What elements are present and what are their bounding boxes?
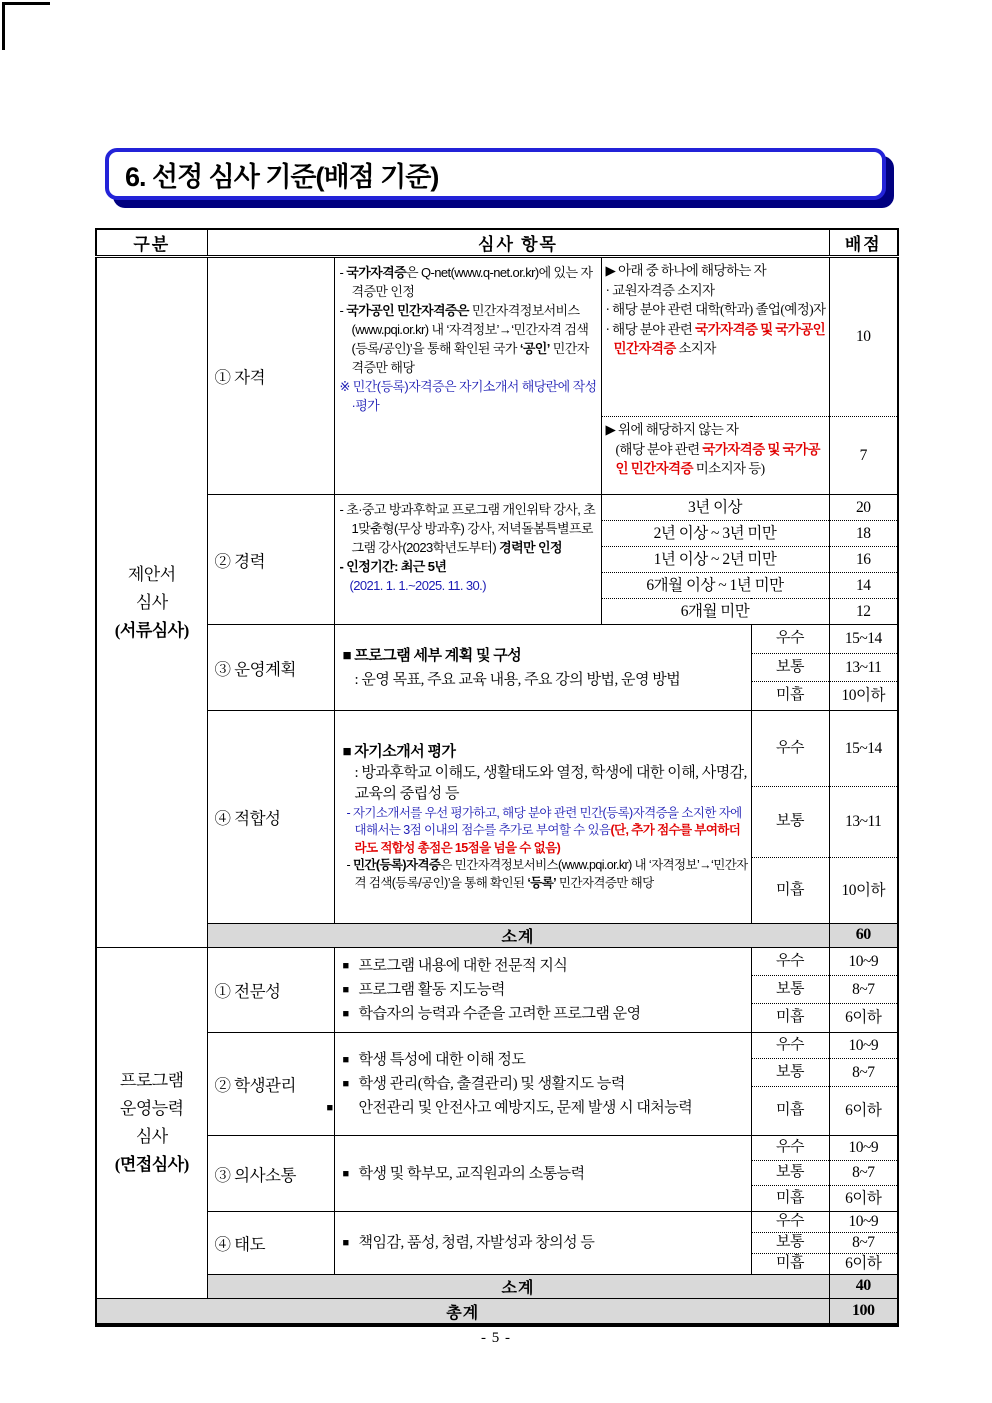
total-points: 100: [829, 1299, 898, 1326]
category-line: 프로그램: [119, 1071, 184, 1090]
total-row: [96, 1299, 898, 1326]
points-cell: 8~7: [829, 1233, 898, 1254]
detail-line: - 국가공인 민간자격증은 민간자격정보서비스(www.pqi.or.kr) 내 ‘자격정보’→‘민간자격 검색(등록/공인)’을 통해 확인된 국가 ‘공인’ 민간자격증만 해당: [339, 303, 589, 375]
square-bullet-icon: ■: [326, 1102, 333, 1114]
subtotal-row: [96, 924, 898, 948]
qualification-case2-cell: [601, 417, 829, 495]
points-cell: 8~7: [829, 1059, 898, 1087]
section2-category-cell: [96, 948, 207, 1299]
grade-cell: 보통: [751, 1059, 829, 1087]
points-cell: 15~14: [829, 711, 898, 787]
range-cell: 6개월 미만: [601, 599, 829, 625]
points-cell: 10~9: [829, 1033, 898, 1059]
case-head: ▶ 아래 중 하나에 해당하는 자: [605, 263, 767, 278]
grade-cell: 보통: [751, 1161, 829, 1186]
square-bullet-icon: ■: [342, 984, 349, 996]
management-detail-cell: [326, 1033, 751, 1136]
plan-detail-cell: [334, 625, 751, 711]
table-row: [96, 1033, 898, 1059]
grade-cell: 미흡: [751, 1087, 829, 1136]
item-label-qualification: ① 자격: [207, 257, 334, 495]
communication-detail-cell: [334, 1136, 751, 1212]
fit-detail-cell: [334, 711, 751, 924]
section-title-box: [105, 148, 886, 200]
case-item: · 해당 분야 관련 대학(학과) 졸업(예정)자: [605, 302, 826, 317]
range-cell: 2년 이상 ~ 3년 미만: [601, 521, 829, 547]
item-label-expertise: ① 전문성: [207, 948, 334, 1033]
detail-note-blue: ※ 민간(등록)자격증은 자기소개서 해당란에 작성·평가: [339, 379, 597, 413]
col-header-item: 심사 항목: [207, 229, 829, 257]
case-item: (해당 분야 관련 국가자격증 및 국가공인 민간자격증 미소지자 등): [615, 441, 820, 476]
detail-body: : 방과후학교 이해도, 생활태도와 열정, 학생에 대한 이해, 사명감, 교육의 중립성 등: [354, 764, 747, 802]
square-bullet-icon: ■: [342, 1167, 349, 1180]
section-title: 6. 선정 심사 기준(배점 기준): [125, 161, 439, 192]
item-label-plan: ③ 운영계획: [207, 625, 334, 711]
bullet-item: ■ 안전관리 및 안전사고 예방지도, 문제 발생 시 대처능력: [343, 1096, 749, 1120]
bullet-item: ■ 책임감, 품성, 청렴, 자발성과 창의성 등: [343, 1231, 749, 1255]
expertise-detail-cell: [334, 948, 751, 1033]
item-label-career: ② 경력: [207, 495, 334, 625]
section1-category-cell: [96, 257, 207, 948]
category-line: 운영능력: [119, 1099, 184, 1118]
grade-cell: 보통: [751, 1233, 829, 1254]
grade-cell: 우수: [751, 948, 829, 976]
square-bullet-icon: ■: [342, 1008, 349, 1020]
subtotal-label: 소계: [207, 924, 829, 948]
grade-cell: 미흡: [751, 1186, 829, 1212]
detail-body: : 운영 목표, 주요 교육 내용, 주요 강의 방법, 운영 방법: [354, 671, 681, 688]
grade-cell: 미흡: [751, 1004, 829, 1033]
square-bullet-icon: ■: [342, 960, 349, 972]
grade-cell: 미흡: [751, 858, 829, 924]
points-cell: 14: [829, 573, 898, 599]
points-cell: 8~7: [829, 1161, 898, 1186]
points-cell: 10~9: [829, 1212, 898, 1233]
table-row: [96, 625, 898, 654]
range-cell: 1년 이상 ~ 2년 미만: [601, 547, 829, 573]
grade-cell: 미흡: [751, 1254, 829, 1275]
points-cell: 6이하: [829, 1254, 898, 1275]
grade-cell: 우수: [751, 1136, 829, 1161]
grade-cell: 보통: [751, 976, 829, 1004]
qualification-case1-cell: [601, 257, 829, 417]
table-row: [96, 257, 898, 417]
detail-head: ■ 프로그램 세부 계획 및 구성: [342, 647, 522, 664]
detail-note: - 자기소개서를 우선 평가하고, 해당 분야 관련 민간(등록)자격증을 소지한 자에 대해서는 3점 이내의 점수를 추가로 부여할 수 있음(단, 추가 점수를 부여하더라도 적합성 총점은 15점을 넘을 수 없음): [346, 805, 742, 855]
career-detail-cell: [334, 495, 601, 625]
table-row: [96, 1136, 898, 1161]
subtotal-label: 소계: [207, 1275, 829, 1299]
points-cell: 10: [829, 257, 898, 417]
item-label-management: ② 학생관리: [207, 1033, 334, 1136]
category-line: 제안서: [127, 564, 176, 584]
detail-line: - 초·중고 방과후학교 프로그램 개인위탁 강사, 초1맞춤형(무상 방과후) 강사, 저녁돌봄특별프로그램 강사(2023학년도부터) 경력만 인정: [339, 502, 596, 555]
page-corner-mark: [2, 2, 50, 50]
points-cell: 20: [829, 495, 898, 521]
table-row: [96, 1212, 898, 1233]
attitude-detail-cell: [334, 1212, 751, 1275]
points-cell: 7: [829, 417, 898, 495]
points-cell: 15~14: [829, 625, 898, 654]
detail-note-blue: (2021. 1. 1.~2025. 11. 30.): [349, 578, 486, 593]
page-number: - 5 -: [481, 1330, 511, 1346]
criteria-table: [95, 228, 899, 1327]
points-cell: 10~9: [829, 948, 898, 976]
range-cell: 6개월 이상 ~ 1년 미만: [601, 573, 829, 599]
bullet-item: ■ 학생 및 학부모, 교직원과의 소통능력: [343, 1162, 749, 1186]
bullet-item: ■ 프로그램 활동 지도능력: [343, 978, 749, 1002]
square-bullet-icon: ■: [342, 1054, 349, 1066]
points-cell: 13~11: [829, 654, 898, 682]
detail-head: ■ 자기소개서 평가: [342, 743, 456, 760]
case-item: · 해당 분야 관련 국가자격증 및 국가공인 민간자격증 소지자: [605, 321, 826, 356]
grade-cell: 우수: [751, 711, 829, 787]
table-row: [96, 495, 898, 521]
bullet-item: ■ 학습자의 능력과 수준을 고려한 프로그램 운영: [343, 1002, 749, 1026]
table-row: [96, 711, 898, 787]
points-cell: 13~11: [829, 787, 898, 858]
total-label: 총계: [96, 1299, 829, 1326]
points-cell: 6이하: [829, 1004, 898, 1033]
col-header-category: 구분: [96, 229, 207, 257]
points-cell: 16: [829, 547, 898, 573]
item-label-attitude: ④ 태도: [207, 1212, 334, 1275]
subtotal-row: [96, 1275, 898, 1299]
points-cell: 10~9: [829, 1136, 898, 1161]
points-cell: 18: [829, 521, 898, 547]
category-line: 심사: [135, 1127, 168, 1146]
detail-note: - 민간(등록)자격증은 민간자격정보서비스(www.pqi.or.kr) 내 ‘자격정보’→‘민간자격 검색(등록/공인)’을 통해 확인된 ‘등록’ 민간자격증만 해당: [346, 858, 748, 890]
grade-cell: 보통: [751, 654, 829, 682]
grade-cell: 우수: [751, 1212, 829, 1233]
item-label-fit: ④ 적합성: [207, 711, 334, 924]
item-label-communication: ③ 의사소통: [207, 1136, 334, 1212]
table-row: [96, 948, 898, 976]
category-line: (서류심사): [114, 620, 189, 640]
subtotal-points: 60: [829, 924, 898, 948]
points-cell: 6이하: [829, 1186, 898, 1212]
detail-line: - 인정기간: 최근 5년: [339, 559, 447, 574]
grade-cell: 미흡: [751, 682, 829, 711]
grade-cell: 우수: [751, 625, 829, 654]
points-cell: 10이하: [829, 858, 898, 924]
bullet-item: ■ 학생 특성에 대한 이해 정도: [343, 1048, 749, 1072]
bullet-item: ■ 프로그램 내용에 대한 전문적 지식: [343, 954, 749, 978]
table-header-row: [96, 229, 898, 257]
range-cell: 3년 이상: [601, 495, 829, 521]
grade-cell: 우수: [751, 1033, 829, 1059]
points-cell: 10이하: [829, 682, 898, 711]
detail-line: - 국가자격증은 Q-net(www.q-net.or.kr)에 있는 자격증만 인정: [339, 265, 593, 299]
subtotal-points: 40: [829, 1275, 898, 1299]
square-bullet-icon: ■: [342, 1237, 349, 1249]
qualification-detail-cell: [334, 257, 601, 495]
category-line: 심사: [135, 592, 168, 612]
square-bullet-icon: ■: [342, 1078, 349, 1090]
case-item: · 교원자격증 소지자: [605, 282, 715, 298]
grade-cell: 보통: [751, 787, 829, 858]
category-line: (면접심사): [114, 1155, 189, 1174]
bullet-item: ■ 학생 관리(학습, 출결관리) 및 생활지도 능력: [343, 1072, 749, 1096]
points-cell: 8~7: [829, 976, 898, 1004]
points-cell: 12: [829, 599, 898, 625]
case-head: ▶ 위에 해당하지 않는 자: [605, 422, 739, 437]
points-cell: 6이하: [829, 1087, 898, 1136]
col-header-points: 배점: [829, 229, 898, 257]
